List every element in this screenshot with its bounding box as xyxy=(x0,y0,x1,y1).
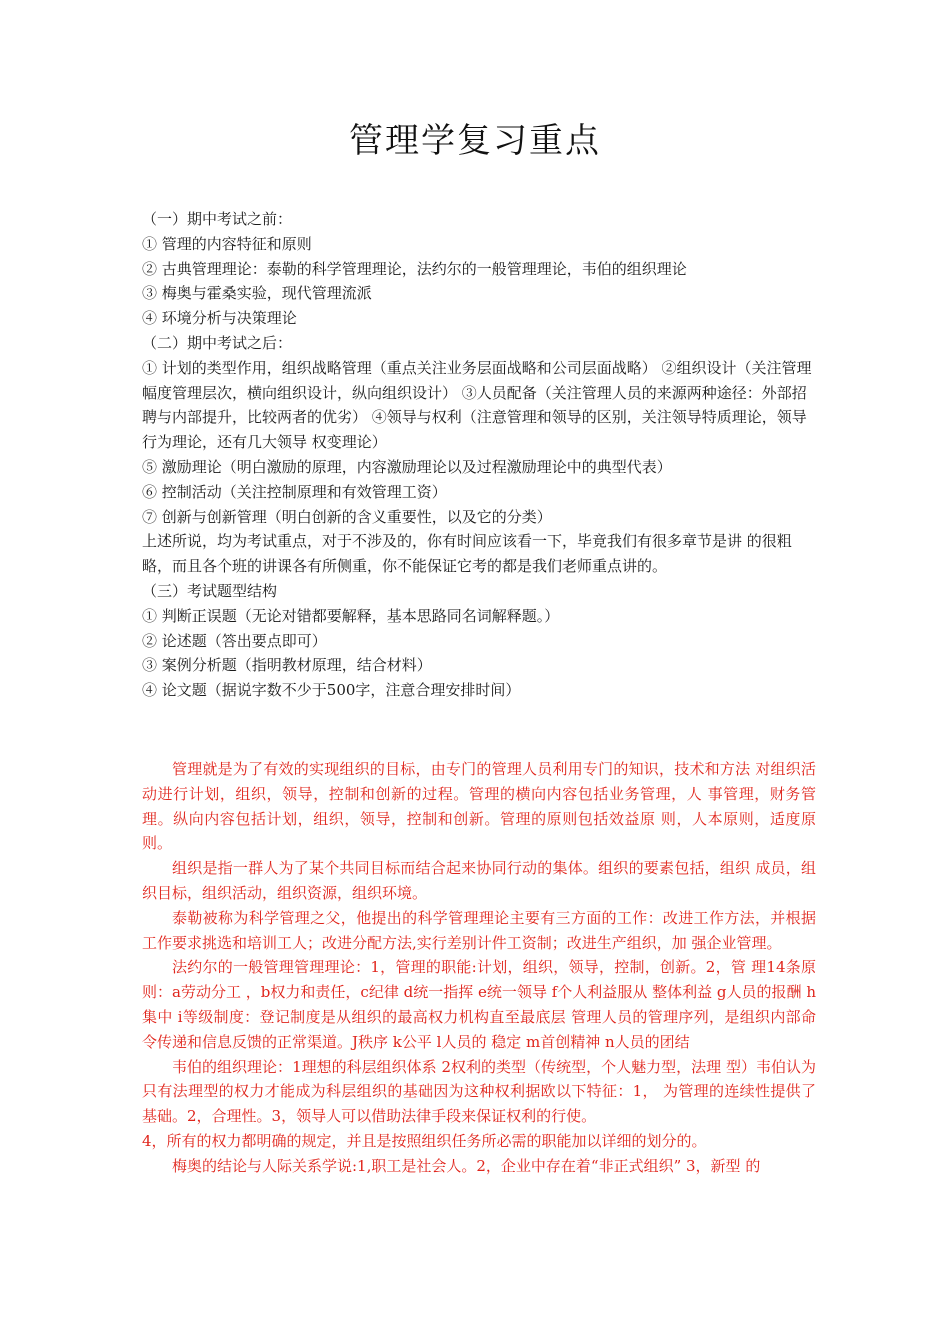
notes-paragraph-organization: 组织是指一群人为了某个共同目标而结合起来协同行动的集体。组织的要素包括，组织 成员，组织目标，组织活动，组织资源，组织环境。 xyxy=(142,859,816,902)
outline-line: ② 古典管理理论：泰勒的科学管理理论，法约尔的一般管理理论，韦伯的组织理论 xyxy=(142,259,687,278)
outline-line: 上述所说，均为考试重点，对于不涉及的，你有时间应该看一下，毕竟我们有很多章节是讲 的很粗略，而且各个班的讲课各有所侧重，你不能保证它考的都是我们老师重点讲的。 xyxy=(142,532,792,576)
notes-paragraph-taylor: 泰勒被称为科学管理之父，他提出的科学管理理论主要有三方面的工作：改进工作方法，并根据工作要求挑选和培训工人；改进分配方法,实行差别计件工资制；改进生产组织，加 强企业管理。 xyxy=(142,908,816,952)
outline-line: ① 判断正误题（无论对错都要解释，基本思路同名词解释题。） xyxy=(142,606,560,625)
study-notes xyxy=(142,757,816,1179)
notes-paragraph-weber: 韦伯的组织理论：1理想的科层组织体系 2权利的类型（传统型，个人魅力型，法理 型）韦伯认为只有法理型的权力才能成为科层组织的基础因为这种权利据欧以下特征：1， 为管理的连续性提供了基础。2，合理性。3，领导人可以借助法律手段来保证权利的行使。 xyxy=(142,1057,816,1126)
outline-line: ③ 案例分析题（指明教材原理，结合材料） xyxy=(142,656,432,675)
outline-line: ② 论述题（答出要点即可） xyxy=(142,631,327,650)
page-title: 管理学复习重点 xyxy=(349,121,601,161)
outline-line: ⑤ 激励理论（明白激励的原理，内容激励理论以及过程激励理论中的典型代表） xyxy=(142,457,672,476)
outline-line: （三）考试题型结构 xyxy=(142,581,278,600)
exam-outline xyxy=(142,207,814,703)
outline-line: ③ 梅奥与霍桑实验，现代管理流派 xyxy=(142,284,372,303)
outline-line: ⑥ 控制活动（关注控制原理和有效管理工资） xyxy=(142,482,447,501)
outline-line: ① 管理的内容特征和原则 xyxy=(142,234,312,253)
outline-line: （一）期中考试之前： xyxy=(142,210,293,228)
outline-line: ④ 环境分析与决策理论 xyxy=(142,309,297,328)
outline-line: （二）期中考试之后： xyxy=(142,333,293,352)
notes-paragraph-management: 管理就是为了有效的实现组织的目标，由专门的管理人员利用专门的知识，技术和方法 对组织活动进行计划，组织，领导，控制和创新的过程。管理的横向内容包括业务管理，人 事管理，财务管理。纵向内容包括计划，组织，领导，控制和创新。管理的原则包括效益原 则，人本原则，适度原则。 xyxy=(142,760,816,853)
notes-paragraph-mayo: 梅奥的结论与人际关系学说:1,职工是社会人。2，企业中存在着“非正式组织” 3，新型 的 xyxy=(172,1156,761,1175)
outline-line: ① 计划的类型作用，组织战略管理（重点关注业务层面战略和公司层面战略） ②组织设计（关注管理幅度管理层次，横向组织设计，纵向组织设计） ③人员配备（关注管理人员的来源两种途径：外部招聘与内部提升，比较两者的优劣） ④领导与权利（注意管理和领导的区别，关注领导特质理论，领导行为理论，还有几大领导 权变理论） xyxy=(142,358,812,452)
notes-paragraph-fayol: 法约尔的一般管理管理理论：1，管理的职能:计划，组织，领导，控制，创新。2，管 理14条原则：a劳动分工 ，b权力和责任，c纪律 d统一指挥 e统一领导 f个人利益服从 整体利益 g人员的报酬 h集中 i等级制度：登记制度是从组织的最高权力机构直至最底层 管理人员的管理序列，是组织内部命令传递和信息反馈的正常渠道。J秩序 k公平 l人员的 稳定 m首创精神 n人员的团结 xyxy=(142,958,816,1051)
notes-paragraph-weber-cont: 4，所有的权力都明确的规定，并且是按照组织任务所必需的职能加以详细的划分的。 xyxy=(142,1131,707,1150)
outline-line: ⑦ 创新与创新管理（明白创新的含义重要性，以及它的分类） xyxy=(142,507,552,526)
outline-line: ④ 论文题（据说字数不少于500字，注意合理安排时间） xyxy=(142,681,521,700)
